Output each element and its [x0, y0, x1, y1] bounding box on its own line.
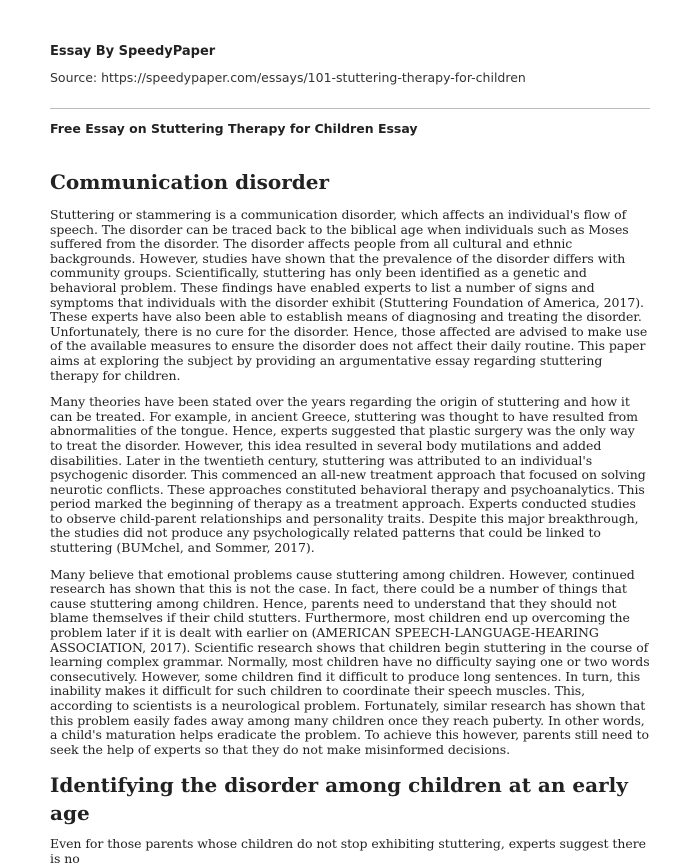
- header-divider: [50, 108, 650, 109]
- essay-title: Free Essay on Stuttering Therapy for Children Essay: [50, 121, 418, 136]
- essay-body: [50, 168, 650, 867]
- section-heading: Communication disorder: [50, 170, 330, 194]
- paragraph: Stuttering or stammering is a communication disorder, which affects an individual's flow of speech. The disorder can be traced back to the biblical age when individuals such as Moses suffered from the disorder. The disorder affects people from all cultural and ethnic backgrounds. However, studies have shown that the prevalence of the disorder differs with community groups. Scientifically, stuttering has only been identified as a genetic and behavioral problem. These findings have enabled experts to list a number of signs and symptoms that individuals with the disorder exhibit (Stuttering Foundation of America, 2017). These experts have also been able to establish means of diagnosing and treating the disorder. Unfortunately, there is no cure for the disorder. Hence, those affected are advised to make use of the available measures to ensure the disorder does not affect their daily routine. This paper aims at exploring the subject by providing an argumentative essay regarding stuttering therapy for children.: [50, 207, 648, 383]
- brand-title: Essay By SpeedyPaper: [50, 44, 216, 59]
- section-heading: Identifying the disorder among children at an early age: [50, 773, 628, 826]
- paragraph: Even for those parents whose children do not stop exhibiting stuttering, experts suggest there is no: [50, 836, 647, 866]
- source-url[interactable]: Source: https://speedypaper.com/essays/101-stuttering-therapy-for-children: [50, 70, 526, 85]
- paragraph: Many believe that emotional problems cause stuttering among children. However, continued research has shown that this is not the case. In fact, there could be a number of things that cause stuttering among children. Hence, parents need to understand that they should not blame themselves if their child stutters. Furthermore, most children end up overcoming the problem later if it is dealt with earlier on (AMERICAN SPEECH-LANGUAGE-HEARING ASSOCIATION, 2017). Scientific research shows that children begin stuttering in the course of learning complex grammar. Normally, most children have no difficulty saying one or two words consecutively. However, some children find it difficult to produce long sentences. In turn, this inability makes it difficult for such children to coordinate their speech muscles. This, according to scientists is a neurological problem. Fortunately, similar research has shown that this problem easily fades away among many children once they reach puberty. In other words, a child's maturation helps eradicate the problem. To achieve this however, parents still need to seek the help of experts so that they do not make misinformed decisions.: [50, 566, 650, 757]
- paragraph: Many theories have been stated over the years regarding the origin of stuttering and how it can be treated. For example, in ancient Greece, stuttering was thought to have resulted from abnormalities of the tongue. Hence, experts suggested that plastic surgery was the only way to treat the disorder. However, this idea resulted in several body mutilations and added disabilities. Later in the twentieth century, stuttering was attributed to an individual's psychogenic disorder. This commenced an all-new treatment approach that focused on solving neurotic conflicts. These approaches constituted behavioral therapy and psychoanalytics. This period marked the beginning of therapy as a treatment approach. Experts conducted studies to observe child-parent relationships and personality traits. Despite this major breakthrough, the studies did not produce any psychologically related patterns that could be linked to stuttering (BUMchel, and Sommer, 2017).: [50, 394, 646, 556]
